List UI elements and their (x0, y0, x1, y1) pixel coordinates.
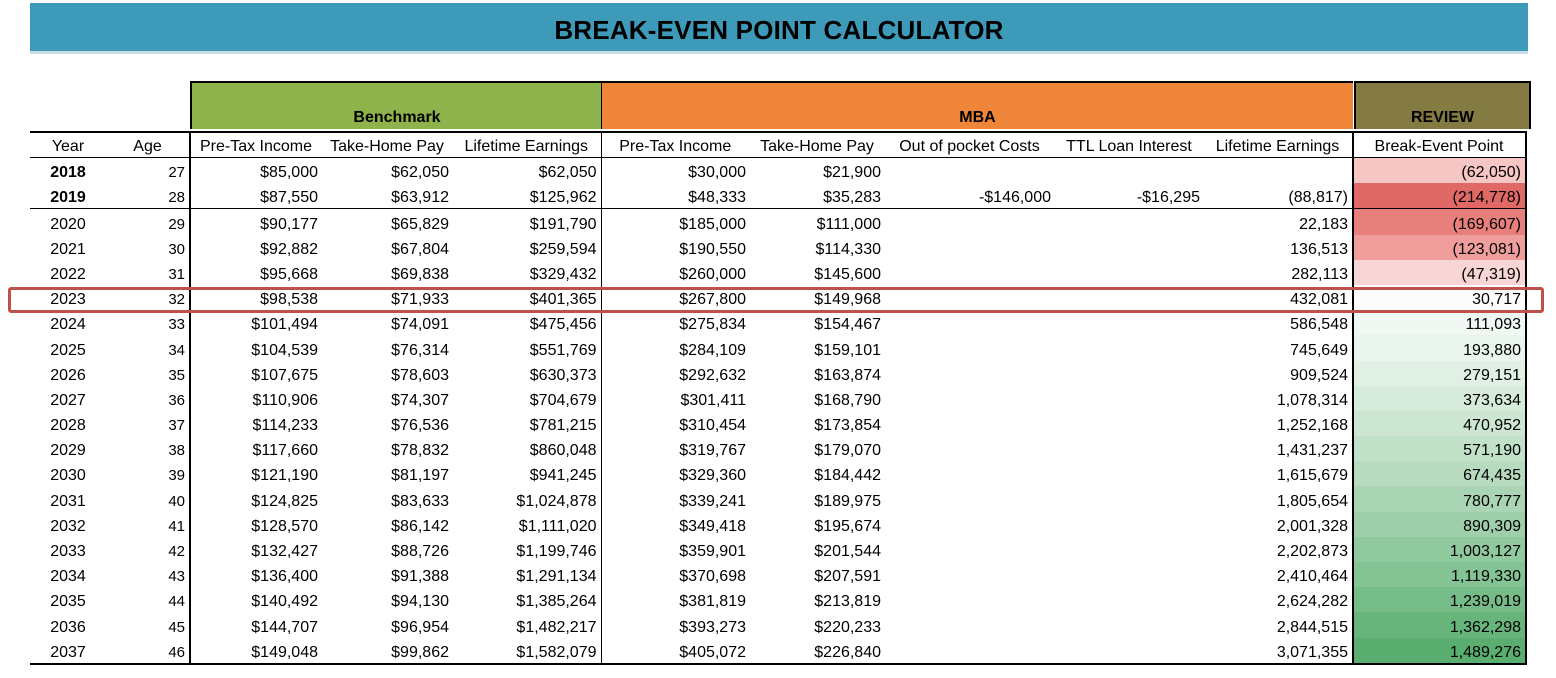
cell-mba-lifetime[interactable]: 136,513 (1290, 240, 1348, 258)
cell-year[interactable]: 2031 (50, 492, 86, 510)
cell-break-even-point[interactable]: 571,190 (1353, 436, 1526, 461)
cell-mba-lifetime[interactable]: 1,615,679 (1276, 467, 1348, 485)
cell-mba-oop-costs[interactable] (885, 310, 1055, 335)
cell-mba-lifetime[interactable]: 2,202,873 (1276, 543, 1348, 560)
cell-mba-lifetime[interactable]: 1,078,314 (1276, 391, 1348, 409)
cell-mba-lifetime[interactable]: 2,844,515 (1276, 618, 1348, 636)
cell-mba-oop-costs[interactable] (885, 587, 1055, 612)
cell-mba-pretax[interactable]: $185,000 (601, 209, 750, 235)
benchmark-group-header (190, 81, 602, 129)
cell-benchmark-pretax[interactable]: $124,825 (190, 486, 322, 511)
col-break-even-point[interactable]: Break-Event Point (1353, 132, 1526, 158)
cell-mba-oop-costs[interactable] (885, 386, 1055, 411)
cell-mba-oop-costs[interactable] (885, 235, 1055, 260)
cell-break-even-point[interactable]: (47,319) (1353, 260, 1526, 285)
cell-benchmark-lifetime[interactable]: $941,245 (529, 467, 597, 485)
cell-break-even-point[interactable]: 1,489,276 (1353, 638, 1526, 664)
cell-benchmark-lifetime[interactable]: $329,432 (529, 265, 597, 283)
cell-break-even-point[interactable]: 373,634 (1353, 386, 1526, 411)
table-row (30, 361, 1526, 386)
cell-age[interactable]: 31 (168, 265, 185, 283)
cell-mba-pretax[interactable]: $267,800 (601, 285, 750, 310)
cell-benchmark-pretax[interactable]: $121,190 (190, 461, 322, 486)
cell-mba-lifetime[interactable]: 745,649 (1290, 341, 1348, 359)
cell-benchmark-pretax[interactable]: $95,668 (190, 260, 322, 285)
cell-age[interactable]: 29 (107, 209, 190, 235)
cell-mba-oop-costs[interactable] (885, 486, 1055, 511)
cell-age[interactable]: 44 (168, 593, 185, 611)
col-benchmark-takehome[interactable]: Take-Home Pay (322, 132, 453, 158)
cell-benchmark-takehome[interactable]: $63,912 (391, 189, 449, 207)
benchmark-label: Benchmark (353, 109, 441, 126)
table-row (30, 235, 1526, 260)
cell-age[interactable]: 46 (107, 638, 190, 664)
cell-benchmark-takehome[interactable]: $78,832 (391, 442, 449, 460)
cell-break-even-point[interactable]: 470,952 (1353, 411, 1526, 436)
cell-benchmark-lifetime[interactable]: $1,482,217 (516, 618, 597, 636)
cell-mba-takehome[interactable]: $114,330 (815, 240, 881, 258)
cell-mba-pretax[interactable]: $30,000 (601, 158, 750, 184)
cell-break-even-point[interactable]: 279,151 (1353, 361, 1526, 386)
cell-year[interactable]: 2032 (50, 517, 86, 535)
cell-mba-pretax[interactable]: $370,698 (601, 562, 750, 587)
cell-mba-takehome[interactable]: $173,854 (814, 417, 881, 435)
cell-break-even-point[interactable]: 1,362,298 (1353, 612, 1526, 637)
table-row (30, 158, 1526, 184)
cell-mba-takehome[interactable]: $111,000 (750, 209, 885, 235)
cell-benchmark-takehome[interactable]: $88,726 (391, 543, 449, 560)
cell-mba-takehome[interactable]: $163,874 (814, 366, 881, 384)
cell-benchmark-pretax[interactable]: $117,660 (190, 436, 322, 461)
cell-year[interactable]: 2028 (50, 417, 86, 435)
cell-year[interactable]: 2034 (50, 568, 86, 586)
cell-mba-oop-costs[interactable] (885, 285, 1055, 310)
col-mba-loan-interest[interactable]: TTL Loan Interest (1055, 132, 1204, 158)
cell-break-even-point[interactable]: 1,239,019 (1353, 587, 1526, 612)
cell-mba-loan-interest[interactable] (1055, 461, 1204, 486)
cell-break-even-point[interactable]: 1,003,127 (1353, 537, 1526, 562)
cell-benchmark-lifetime[interactable]: $1,199,746 (516, 543, 597, 560)
cell-benchmark-lifetime[interactable]: $401,365 (529, 291, 597, 309)
table-row (30, 285, 1526, 310)
cell-mba-takehome[interactable]: $145,600 (814, 265, 881, 283)
cell-age[interactable]: 42 (168, 543, 185, 560)
cell-age[interactable]: 41 (168, 517, 185, 535)
cell-benchmark-pretax[interactable]: $128,570 (190, 512, 322, 537)
cell-benchmark-lifetime[interactable]: $551,769 (529, 341, 597, 359)
cell-year[interactable]: 2018 (50, 164, 86, 182)
cell-year[interactable]: 2037 (30, 638, 107, 664)
cell-year[interactable]: 2023 (50, 291, 86, 309)
cell-mba-takehome[interactable]: $220,233 (814, 618, 881, 636)
cell-age[interactable]: 38 (168, 442, 185, 460)
cell-benchmark-takehome[interactable]: $74,307 (391, 391, 449, 409)
cell-age[interactable]: 33 (168, 316, 185, 334)
cell-mba-pretax[interactable]: $319,767 (601, 436, 750, 461)
cell-age[interactable]: 32 (168, 291, 185, 309)
break-even-table (30, 131, 1527, 665)
cell-age[interactable]: 36 (168, 391, 185, 409)
cell-mba-oop-costs[interactable] (885, 335, 1055, 360)
cell-mba-oop-costs[interactable] (885, 638, 1055, 664)
cell-mba-loan-interest[interactable] (1055, 436, 1204, 461)
cell-benchmark-takehome[interactable]: $65,829 (322, 209, 453, 235)
review-label: REVIEW (1410, 109, 1475, 126)
col-mba-pretax[interactable]: Pre-Tax Income (601, 132, 750, 158)
cell-benchmark-lifetime[interactable]: $125,962 (529, 189, 597, 207)
cell-break-even-point[interactable]: 30,717 (1353, 285, 1526, 310)
cell-year[interactable]: 2020 (30, 209, 107, 235)
cell-mba-pretax[interactable]: $284,109 (601, 335, 750, 360)
col-mba-oop-costs[interactable]: Out of pocket Costs (885, 132, 1055, 158)
col-benchmark-lifetime[interactable]: Lifetime Earnings (453, 132, 601, 158)
cell-mba-loan-interest[interactable] (1055, 562, 1204, 587)
cell-benchmark-pretax[interactable]: $149,048 (190, 638, 322, 664)
cell-mba-lifetime[interactable]: 3,071,355 (1204, 638, 1353, 664)
cell-mba-loan-interest[interactable] (1055, 361, 1204, 386)
cell-benchmark-takehome[interactable]: $78,603 (391, 366, 449, 384)
cell-mba-oop-costs[interactable] (885, 512, 1055, 537)
cell-age[interactable]: 30 (168, 240, 185, 258)
cell-mba-lifetime[interactable]: 1,805,654 (1276, 492, 1348, 510)
cell-benchmark-lifetime[interactable]: $704,679 (529, 391, 597, 409)
col-year[interactable]: Year (30, 132, 107, 158)
cell-year[interactable]: 2019 (50, 189, 86, 207)
cell-mba-pretax[interactable]: $349,418 (601, 512, 750, 537)
cell-benchmark-takehome[interactable]: $69,838 (391, 265, 449, 283)
cell-mba-lifetime[interactable]: 2,410,464 (1276, 568, 1348, 586)
cell-mba-loan-interest[interactable] (1055, 209, 1204, 235)
cell-benchmark-lifetime[interactable]: $1,385,264 (516, 593, 597, 611)
cell-mba-pretax[interactable]: $190,550 (601, 235, 750, 260)
cell-mba-takehome[interactable]: $159,101 (814, 341, 881, 359)
cell-mba-oop-costs[interactable] (885, 260, 1055, 285)
cell-mba-oop-costs[interactable] (885, 612, 1055, 637)
cell-mba-loan-interest[interactable] (1055, 411, 1204, 436)
cell-break-even-point[interactable]: (169,607) (1353, 209, 1526, 235)
cell-break-even-point[interactable]: 1,119,330 (1353, 562, 1526, 587)
cell-mba-loan-interest[interactable] (1055, 335, 1204, 360)
cell-mba-oop-costs[interactable] (885, 436, 1055, 461)
review-group-header (1354, 81, 1531, 129)
cell-mba-lifetime[interactable]: 282,113 (1291, 265, 1348, 283)
cell-mba-lifetime[interactable]: 586,548 (1290, 316, 1348, 334)
cell-benchmark-pretax[interactable]: $92,882 (190, 235, 322, 260)
cell-mba-loan-interest[interactable] (1055, 310, 1204, 335)
cell-benchmark-pretax[interactable]: $87,550 (190, 183, 322, 209)
cell-age[interactable]: 45 (168, 618, 185, 636)
cell-mba-pretax[interactable]: $359,901 (601, 537, 750, 562)
cell-mba-lifetime[interactable]: 2,624,282 (1276, 593, 1348, 611)
cell-mba-pretax[interactable]: $381,819 (601, 587, 750, 612)
cell-benchmark-takehome[interactable]: $62,050 (391, 164, 449, 182)
cell-mba-lifetime[interactable] (1204, 158, 1353, 184)
cell-benchmark-lifetime[interactable]: $191,790 (453, 209, 601, 235)
cell-age[interactable]: 34 (168, 341, 185, 359)
cell-benchmark-pretax[interactable]: $107,675 (190, 361, 322, 386)
table-row (30, 461, 1526, 486)
cell-mba-takehome[interactable]: $184,442 (814, 467, 881, 485)
table-row (30, 562, 1526, 587)
cell-mba-takehome[interactable]: $168,790 (814, 391, 881, 409)
cell-benchmark-takehome[interactable]: $76,314 (391, 341, 449, 359)
cell-mba-oop-costs[interactable] (885, 537, 1055, 562)
table-row (30, 638, 1526, 664)
table-row (30, 335, 1526, 360)
cell-mba-pretax[interactable]: $275,834 (601, 310, 750, 335)
cell-break-even-point[interactable]: 890,309 (1353, 512, 1526, 537)
cell-age[interactable]: 37 (168, 417, 185, 435)
cell-break-even-point[interactable]: (214,778) (1353, 183, 1526, 209)
cell-benchmark-pretax[interactable]: $101,494 (190, 310, 322, 335)
cell-benchmark-takehome[interactable]: $76,536 (391, 417, 449, 435)
cell-break-even-point[interactable]: (123,081) (1353, 235, 1526, 260)
cell-benchmark-pretax[interactable]: $110,906 (190, 386, 322, 411)
cell-mba-pretax[interactable]: $260,000 (601, 260, 750, 285)
cell-mba-loan-interest[interactable] (1055, 587, 1204, 612)
cell-year[interactable]: 2029 (50, 442, 86, 460)
cell-benchmark-pretax[interactable]: $90,177 (190, 209, 322, 235)
cell-mba-oop-costs[interactable] (885, 411, 1055, 436)
cell-year[interactable]: 2027 (50, 391, 86, 409)
cell-benchmark-takehome[interactable]: $99,862 (322, 638, 453, 664)
cell-benchmark-takehome[interactable]: $91,388 (391, 568, 449, 586)
table-row (30, 411, 1526, 436)
cell-mba-pretax[interactable]: $393,273 (601, 612, 750, 637)
cell-age[interactable]: 27 (168, 164, 185, 182)
cell-mba-lifetime[interactable]: 1,431,237 (1276, 442, 1348, 460)
cell-mba-lifetime[interactable]: 1,252,168 (1276, 417, 1348, 435)
cell-mba-oop-costs[interactable] (885, 158, 1055, 184)
cell-mba-takehome[interactable]: $154,467 (814, 316, 881, 334)
cell-benchmark-takehome[interactable]: $74,091 (391, 316, 449, 334)
table-row (30, 386, 1526, 411)
cell-benchmark-takehome[interactable]: $86,142 (391, 517, 449, 535)
cell-mba-pretax[interactable]: $301,411 (601, 386, 750, 411)
cell-mba-loan-interest[interactable] (1055, 537, 1204, 562)
table-row (30, 183, 1526, 209)
table-row (30, 209, 1526, 235)
cell-age[interactable]: 35 (168, 366, 185, 384)
cell-year[interactable]: 2026 (50, 366, 86, 384)
cell-year[interactable]: 2025 (50, 341, 86, 359)
cell-benchmark-pretax[interactable]: $144,707 (190, 612, 322, 637)
cell-mba-oop-costs[interactable]: -$146,000 (978, 189, 1051, 207)
cell-mba-lifetime[interactable]: (88,817) (1288, 189, 1348, 207)
page-title: BREAK-EVEN POINT CALCULATOR (554, 15, 1004, 45)
cell-mba-oop-costs[interactable] (885, 461, 1055, 486)
cell-mba-loan-interest[interactable] (1055, 285, 1204, 310)
cell-benchmark-pretax[interactable]: $104,539 (190, 335, 322, 360)
cell-benchmark-pretax[interactable]: $114,233 (190, 411, 322, 436)
cell-mba-loan-interest[interactable] (1055, 512, 1204, 537)
cell-break-even-point[interactable]: 111,093 (1353, 310, 1526, 335)
cell-year[interactable]: 2021 (50, 240, 86, 258)
cell-benchmark-lifetime[interactable]: $860,048 (529, 442, 597, 460)
table-row (30, 512, 1526, 537)
cell-mba-takehome[interactable]: $179,070 (814, 442, 881, 460)
cell-mba-oop-costs[interactable] (885, 562, 1055, 587)
cell-mba-lifetime[interactable]: 2,001,328 (1276, 517, 1348, 535)
cell-mba-takehome[interactable]: $195,674 (814, 517, 881, 535)
table-row (30, 587, 1526, 612)
cell-mba-takehome[interactable]: $189,975 (814, 492, 881, 510)
cell-mba-takehome[interactable]: $201,544 (814, 543, 881, 560)
cell-year[interactable]: 2035 (50, 593, 86, 611)
cell-benchmark-takehome[interactable]: $67,804 (391, 240, 449, 258)
cell-benchmark-takehome[interactable]: $71,933 (391, 291, 449, 309)
cell-benchmark-lifetime[interactable]: $475,456 (529, 316, 597, 334)
cell-benchmark-pretax[interactable]: $98,538 (190, 285, 322, 310)
cell-benchmark-pretax[interactable]: $85,000 (190, 158, 322, 184)
cell-benchmark-takehome[interactable]: $96,954 (391, 618, 449, 636)
table-row (30, 310, 1526, 335)
cell-benchmark-lifetime[interactable]: $259,594 (529, 240, 597, 258)
cell-mba-takehome[interactable]: $226,840 (750, 638, 885, 664)
cell-benchmark-pretax[interactable]: $136,400 (190, 562, 322, 587)
cell-mba-lifetime[interactable]: 22,183 (1204, 209, 1353, 235)
table-row (30, 260, 1526, 285)
cell-mba-takehome[interactable]: $207,591 (814, 568, 881, 586)
cell-benchmark-lifetime[interactable]: $630,373 (529, 366, 597, 384)
col-mba-takehome[interactable]: Take-Home Pay (750, 132, 885, 158)
column-header-row (30, 132, 1526, 158)
cell-benchmark-lifetime[interactable]: $781,215 (529, 417, 597, 435)
cell-mba-takehome[interactable]: $35,283 (823, 189, 881, 207)
mba-label: MBA (959, 109, 996, 126)
cell-break-even-point[interactable]: 674,435 (1353, 461, 1526, 486)
col-age[interactable]: Age (107, 132, 190, 158)
cell-age[interactable]: 39 (168, 467, 185, 485)
cell-age[interactable]: 28 (168, 189, 185, 207)
cell-mba-pretax[interactable]: $339,241 (601, 486, 750, 511)
cell-benchmark-takehome[interactable]: $83,633 (391, 492, 449, 510)
cell-mba-oop-costs[interactable] (885, 209, 1055, 235)
table-row (30, 612, 1526, 637)
cell-mba-takehome[interactable]: $213,819 (814, 593, 881, 611)
cell-year[interactable]: 2030 (50, 467, 86, 485)
cell-mba-loan-interest[interactable] (1055, 386, 1204, 411)
cell-benchmark-pretax[interactable]: $132,427 (190, 537, 322, 562)
cell-year[interactable]: 2036 (50, 618, 86, 636)
cell-mba-loan-interest[interactable] (1055, 638, 1204, 664)
cell-age[interactable]: 40 (168, 492, 185, 510)
cell-mba-loan-interest[interactable] (1055, 235, 1204, 260)
cell-mba-takehome[interactable]: $149,968 (814, 291, 881, 309)
cell-year[interactable]: 2033 (50, 543, 86, 560)
cell-benchmark-lifetime[interactable]: $1,291,134 (516, 568, 597, 586)
cell-mba-takehome[interactable]: $21,900 (823, 164, 881, 182)
cell-mba-pretax[interactable]: $310,454 (601, 411, 750, 436)
cell-mba-loan-interest[interactable] (1055, 158, 1204, 184)
cell-mba-pretax[interactable]: $292,632 (601, 361, 750, 386)
cell-benchmark-takehome[interactable]: $81,197 (391, 467, 449, 485)
cell-benchmark-takehome[interactable]: $94,130 (391, 593, 449, 611)
cell-mba-oop-costs[interactable] (885, 361, 1055, 386)
cell-benchmark-lifetime[interactable]: $62,050 (538, 164, 597, 182)
cell-mba-loan-interest[interactable] (1055, 612, 1204, 637)
cell-mba-loan-interest[interactable]: -$16,295 (1136, 189, 1200, 207)
cell-mba-loan-interest[interactable] (1055, 486, 1204, 511)
cell-age[interactable]: 43 (168, 568, 185, 586)
cell-break-even-point[interactable]: 193,880 (1353, 335, 1526, 360)
cell-year[interactable]: 2022 (50, 265, 86, 283)
cell-mba-lifetime[interactable]: 909,524 (1290, 366, 1348, 384)
cell-year[interactable]: 2024 (50, 316, 86, 334)
cell-benchmark-lifetime[interactable]: $1,111,020 (518, 517, 597, 535)
cell-mba-pretax[interactable]: $405,072 (601, 638, 750, 664)
title-banner (30, 3, 1528, 54)
cell-break-even-point[interactable]: 780,777 (1353, 486, 1526, 511)
table-row (30, 436, 1526, 461)
cell-benchmark-pretax[interactable]: $140,492 (190, 587, 322, 612)
cell-mba-loan-interest[interactable] (1055, 260, 1204, 285)
cell-mba-pretax[interactable]: $329,360 (601, 461, 750, 486)
table-row (30, 537, 1526, 562)
cell-benchmark-lifetime[interactable]: $1,024,878 (516, 492, 597, 510)
table-row (30, 486, 1526, 511)
mba-group-header (601, 81, 1353, 129)
cell-break-even-point[interactable]: (62,050) (1353, 158, 1526, 184)
col-mba-lifetime[interactable]: Lifetime Earnings (1204, 132, 1353, 158)
cell-benchmark-lifetime[interactable]: $1,582,079 (453, 638, 601, 664)
cell-mba-lifetime[interactable]: 432,081 (1290, 291, 1348, 309)
cell-mba-pretax[interactable]: $48,333 (601, 183, 750, 209)
col-benchmark-pretax[interactable]: Pre-Tax Income (190, 132, 322, 158)
